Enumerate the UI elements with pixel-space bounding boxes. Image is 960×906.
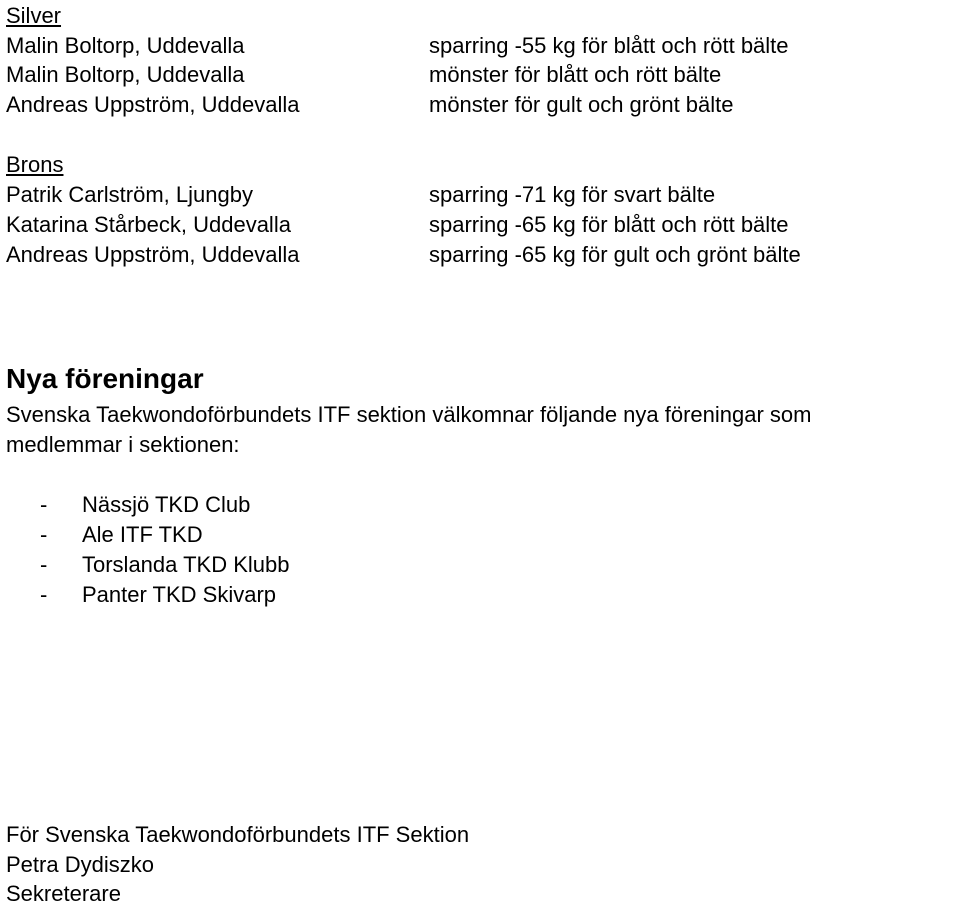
silver-event-1: sparring -55 kg för blått och rött bälte <box>429 33 789 58</box>
club-bullet: - <box>40 522 48 547</box>
nya-intro-line-1: Svenska Taekwondoförbundets ITF sektion välkomnar följande nya föreningar som <box>6 402 812 427</box>
signature-name: Petra Dydiszko <box>6 852 154 877</box>
club-bullet: - <box>40 552 48 577</box>
brons-name-2: Katarina Stårbeck, Uddevalla <box>6 212 291 237</box>
silver-heading: Silver <box>6 3 62 28</box>
silver-name-2: Malin Boltorp, Uddevalla <box>6 62 245 87</box>
nya-intro-line-2: medlemmar i sektionen: <box>6 432 240 457</box>
club-item-2: Ale ITF TKD <box>82 522 203 547</box>
silver-name-1: Malin Boltorp, Uddevalla <box>6 33 245 58</box>
brons-event-2: sparring -65 kg för blått och rött bälte <box>429 212 789 237</box>
signature-role: Sekreterare <box>6 881 121 906</box>
silver-name-3: Andreas Uppström, Uddevalla <box>6 92 300 117</box>
signature-org: För Svenska Taekwondoförbundets ITF Sektion <box>6 822 470 847</box>
club-bullet: - <box>40 492 48 517</box>
nya-foreningar-heading: Nya föreningar <box>6 363 204 394</box>
brons-heading: Brons <box>6 152 64 177</box>
silver-event-2: mönster för blått och rött bälte <box>429 62 722 87</box>
club-bullet: - <box>40 582 48 607</box>
club-item-3: Torslanda TKD Klubb <box>82 552 290 577</box>
brons-event-1: sparring -71 kg för svart bälte <box>429 182 716 207</box>
brons-name-1: Patrik Carlström, Ljungby <box>6 182 253 207</box>
brons-name-3: Andreas Uppström, Uddevalla <box>6 242 300 267</box>
brons-event-3: sparring -65 kg för gult och grönt bälte <box>429 242 801 267</box>
silver-event-3: mönster för gult och grönt bälte <box>429 92 734 117</box>
club-item-1: Nässjö TKD Club <box>82 492 251 517</box>
club-item-4: Panter TKD Skivarp <box>82 582 277 607</box>
